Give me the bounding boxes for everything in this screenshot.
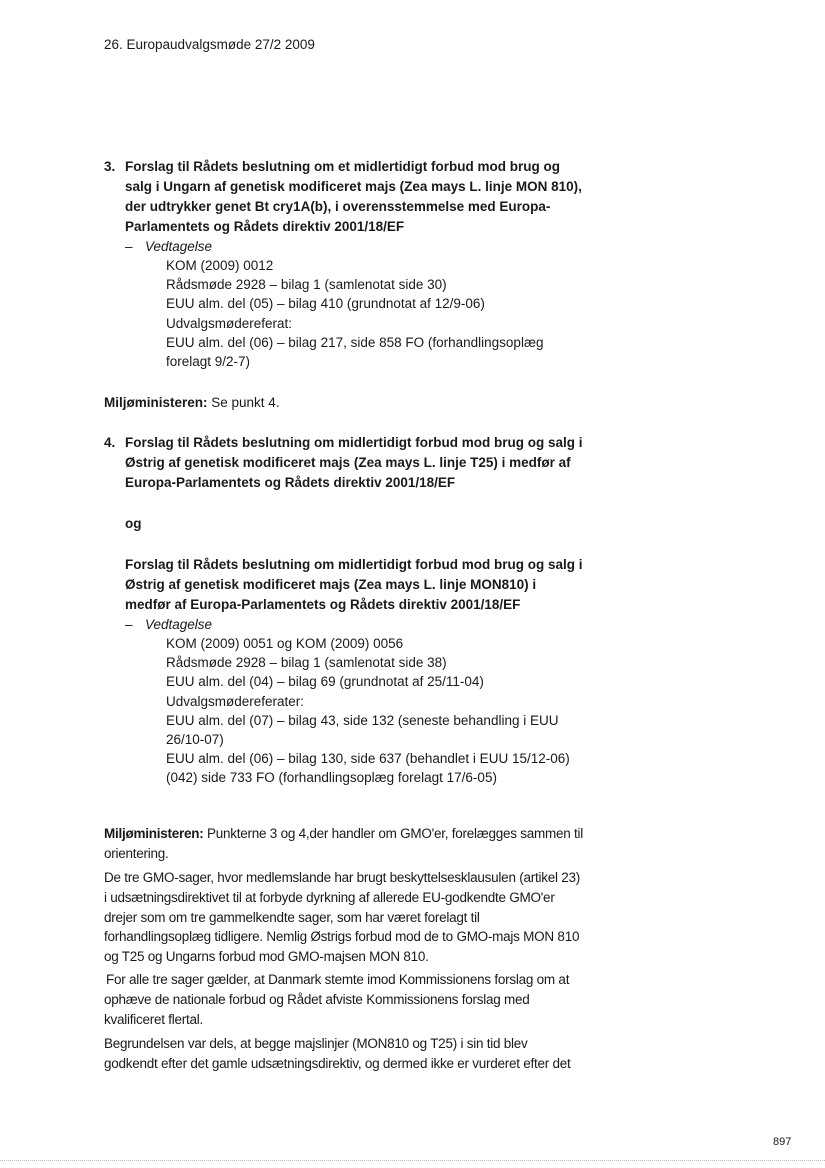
reference-list (166, 256, 586, 371)
minister-label: Miljøministeren: (104, 826, 204, 841)
minister-text: Se punkt 4. (207, 395, 280, 410)
minister-label: Miljøministeren: (104, 395, 208, 410)
reference-line: Udvalgsmødereferat: (166, 315, 293, 331)
item-number: 4. (104, 435, 116, 450)
vedtagelse-line (125, 237, 584, 256)
reference-line: EUU alm. del (05) – bilag 410 (grundnotat af 12/9-06) (166, 296, 485, 312)
item-title-1: Forslag til Rådets beslutning om midlertidigt forbud mod brug og salg i Østrig af genetisk modificeret majs (Zea mays L. linje T25) i medfør af Europa-Parlamentets og Rådets direktiv 2001/18/EF (125, 435, 583, 490)
body-paragraph: Begrundelsen var dels, at begge majslinjer (MON810 og T25) i sin tid blev godkendt efter det gamle udsætningsdirektiv, og dermed ikke er vurderet efter det (104, 1036, 571, 1071)
reference-line: Rådsmøde 2928 – bilag 1 (samlenotat side 30) (166, 277, 447, 293)
dash: – (125, 239, 133, 254)
minister-statement-1 (104, 393, 280, 413)
page-header: 26. Europaudvalgsmøde 27/2 2009 (104, 37, 315, 52)
reference-line: EUU alm. del (07) – bilag 43, side 132 (seneste behandling i EUU 26/10-07) (166, 712, 559, 748)
reference-line: EUU alm. del (06) – bilag 217, side 858 FO (forhandlingsoplæg forelagt 9/2-7) (166, 334, 544, 370)
reference-line: KOM (2009) 0051 og KOM (2009) 0056 (166, 636, 404, 651)
reference-line: Udvalgsmødereferater: (166, 693, 305, 709)
vedtagelse-label: Vedtagelse (145, 239, 213, 254)
dash: – (125, 617, 133, 632)
item-title: Forslag til Rådets beslutning om et midlertidigt forbud mod brug og salg i Ungarn af genetisk modificeret majs (Zea mays L. linje MON 810), der udtrykker genet Bt cry1A(b), i overensstemmelse med Europa-Parlamentets og Rådets direktiv 2001/18/EF (125, 159, 582, 234)
vedtagelse-line (125, 615, 584, 634)
reference-list (166, 634, 586, 788)
page-number: 897 (773, 1136, 792, 1148)
conjunction-og: og (125, 516, 142, 531)
item-title-2: Forslag til Rådets beslutning om midlertidigt forbud mod brug og salg i Østrig af genetisk modificeret majs (Zea mays L. linje MON810) i medfør af Europa-Parlamentets og Rådets direktiv 2001/18/EF (125, 557, 583, 612)
body-paragraph: For alle tre sager gælder, at Danmark stemte imod Kommissionens forslag om at ophæve de nationale forbud og Rådet afviste Kommissionens forslag med kvalificeret flertal. (104, 972, 570, 1027)
reference-line: KOM (2009) 0012 (166, 258, 274, 273)
agenda-item-3 (104, 157, 584, 371)
reference-line: (042) side 733 FO (forhandlingsoplæg forelagt 17/6-05) (166, 770, 497, 786)
page-bottom-edge (0, 1160, 825, 1161)
agenda-item-4 (104, 433, 584, 788)
reference-line: EUU alm. del (06) – bilag 130, side 637 (behandlet i EUU 15/12-06) (166, 751, 570, 767)
minister-text: Punkterne 3 og 4,der handler om GMO'er, forelægges sammen til orientering. (104, 826, 584, 861)
reference-line: Rådsmøde 2928 – bilag 1 (samlenotat side 38) (166, 655, 447, 671)
vedtagelse-label: Vedtagelse (145, 617, 213, 632)
reference-line: EUU alm. del (04) – bilag 69 (grundnotat af 25/11-04) (166, 674, 484, 690)
body-paragraph: De tre GMO-sager, hvor medlemslande har brugt beskyttelsesklausulen (artikel 23) i udsætningsdirektivet til at forbyde dyrkning af allerede EU-godkendte GMO'er drejer som om tre gammelkendte sager, som har været forelagt til forhandlingsoplæg tidligere. Nemlig Østrigs forbud mod de to GMO-majs MON 810 og T25 og Ungarns forbud mod GMO-majsen MON 810. (104, 870, 580, 965)
minister-statement-2 (104, 824, 584, 864)
item-number: 3. (104, 159, 116, 174)
